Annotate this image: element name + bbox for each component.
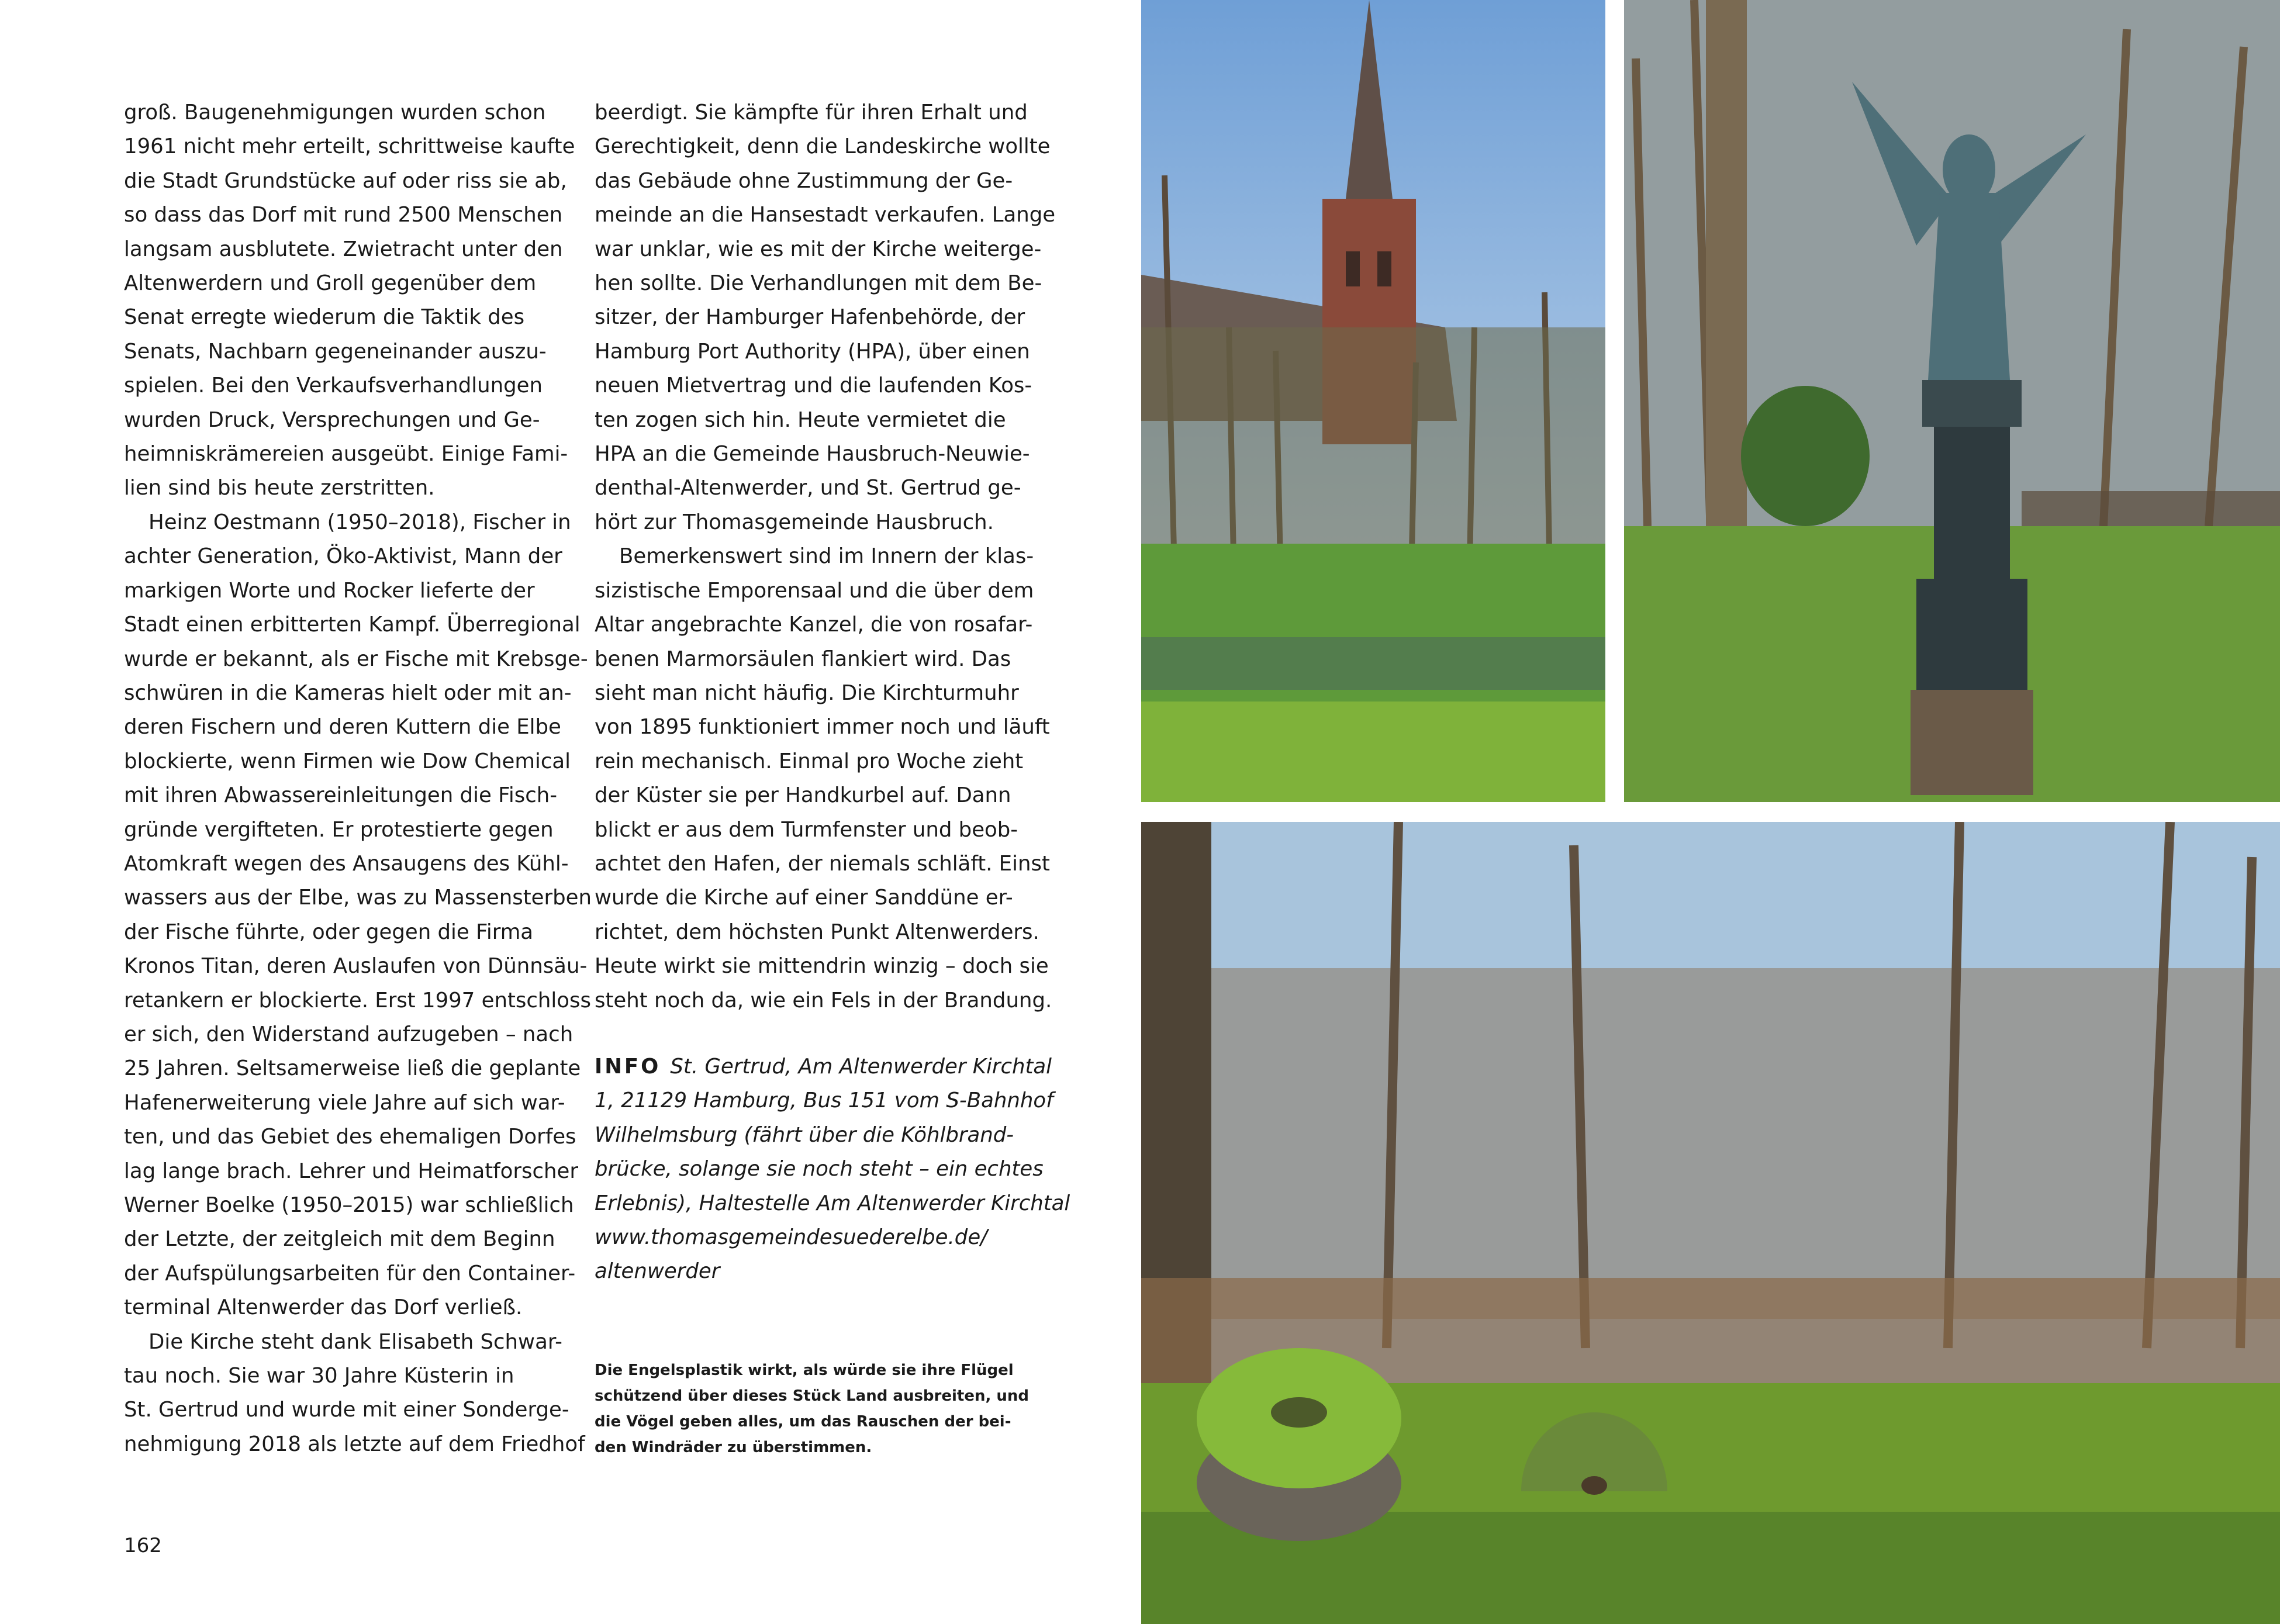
paragraph: Bemerkenswert sind im Innern der klas- sizistische Emporensaal und die über dem Altar angebrachte Kanzel, die von rosafar- benen Marmorsäulen flankiert wird. Das sieht man nicht häufig. Die Kirchturmuhr von 1895 funktioniert immer noch und läuft rein mechanisch. Einmal pro Woche zieht der Küster sie per Handkurbel auf. Dann blickt er aus dem Turmfenster und beob- achtet den Hafen, der niemals schläft. Einst wurde die Kirche auf einer Sanddüne er- richtet, dem höchsten Punkt Altenwerders. Heute wirkt sie mittendrin winzig – doch sie steht noch da, wie ein Fels in der Brandung.	[595, 544, 1052, 1013]
paragraph: beerdigt. Sie kämpfte für ihren Erhalt und Gerechtigkeit, denn die Landeskirche wollte das Gebäude ohne Zustimmung der Ge- meinde an die Hansestadt verkaufen. Lange war unklar, wie es mit der Kirche weiterge- hen sollte. Die Verhandlungen mit dem Be- sitzer, der Hamburger Hafenbehörde, der Hamburg Port Authority (HPA), über einen neuen Mietvertrag und die laufenden Kos- ten zogen sich hin. Heute vermietet die HPA an die Gemeinde Hausbruch-Neuwie- denthal-Altenwerder, und St. Gertrud ge- hört zur Thomasgemeinde Hausbruch.	[595, 101, 1056, 534]
paragraph: Heinz Oestmann (1950–2018), Fischer in achter Generation, Öko-Aktivist, Mann der markigen Worte und Rocker lieferte der Stadt einen erbitterten Kampf. Überregional wurde er bekannt, als er Fische mit Krebsge- schwüren in die Kameras hielt oder mit an- deren Fischern und deren Kuttern die Elbe blockierte, wenn Firmen wie Dow Chemical mit ihren Abwassereinleitungen die Fisch- gründe vergifteten. Er protestierte gegen Atomkraft wegen des Ansaugens des Kühl- wassers aus der Elbe, was zu Massensterben der Fische führte, oder gegen die Firma Kronos Titan, deren Auslaufen von Dünnsäu- retankern er blockierte. Erst 1997 entschloss er sich, den Widerstand aufzugeben – nach 25 Jahren. Seltsamerweise ließ die geplante Hafenerweiterung viele Jahre auf sich war- ten, und das Gebiet des ehemaligen Dorfes lag lange brach. Lehrer und Heimatforscher Werner Boelke (1950–2015) war schließlich der Letzte, der zeitgleich mit dem Beginn der Aufspülungsarbeiten für den Container- terminal Altenwerder das Dorf verließ.	[124, 510, 592, 1320]
page-number: 162	[124, 1534, 162, 1557]
text-column-right	[595, 96, 1056, 1018]
info-box: INFO St. Gertrud, Am Altenwerder Kirchtal 1, 21129 Hamburg, Bus 151 vom S-Bahnhof Wilhelmsburg (fährt über die Köhlbrand- brücke, solange sie noch steht – ein echtes Erlebnis), Haltestelle Am Altenwerder Kirchtal www.thomasgemeindesuederelbe.de/ altenwerder	[595, 1055, 1070, 1284]
millstones-photo	[1141, 822, 2280, 1624]
website-link[interactable]: www.thomasgemeindesuederelbe.de/	[595, 1225, 988, 1250]
church-photo	[1141, 0, 1605, 802]
angel-statue-photo	[1624, 0, 2280, 802]
info-label: INFO	[595, 1055, 661, 1079]
paragraph: Die Kirche steht dank Elisabeth Schwar- tau noch. Sie war 30 Jahre Küsterin in St. Gertrud und wurde mit einer Sonderge- nehmigung 2018 als letzte auf dem Friedhof	[124, 1329, 585, 1456]
text-column-left	[124, 96, 592, 1461]
photo-caption: Die Engelsplastik wirkt, als würde sie ihre Flügel schützend über dieses Stück Land ausbreiten, und die Vögel geben alles, um das Rauschen der bei- den Windräder zu überstimmen.	[595, 1362, 1030, 1456]
paragraph: groß. Baugenehmigungen wurden schon 1961 nicht mehr erteilt, schrittweise kaufte die Stadt Grundstücke auf oder riss sie ab, so dass das Dorf mit rund 2500 Menschen langsam ausblutete. Zwietracht unter den Altenwerdern und Groll gegenüber dem Senat erregte wiederum die Taktik des Senats, Nachbarn gegeneinander auszu- spielen. Bei den Verkaufsverhandlungen wurden Druck, Versprechungen und Ge- heimniskrämereien ausgeübt. Einige Fami- lien sind bis heute zerstritten.	[124, 101, 575, 500]
website-link[interactable]: altenwerder	[595, 1259, 720, 1284]
